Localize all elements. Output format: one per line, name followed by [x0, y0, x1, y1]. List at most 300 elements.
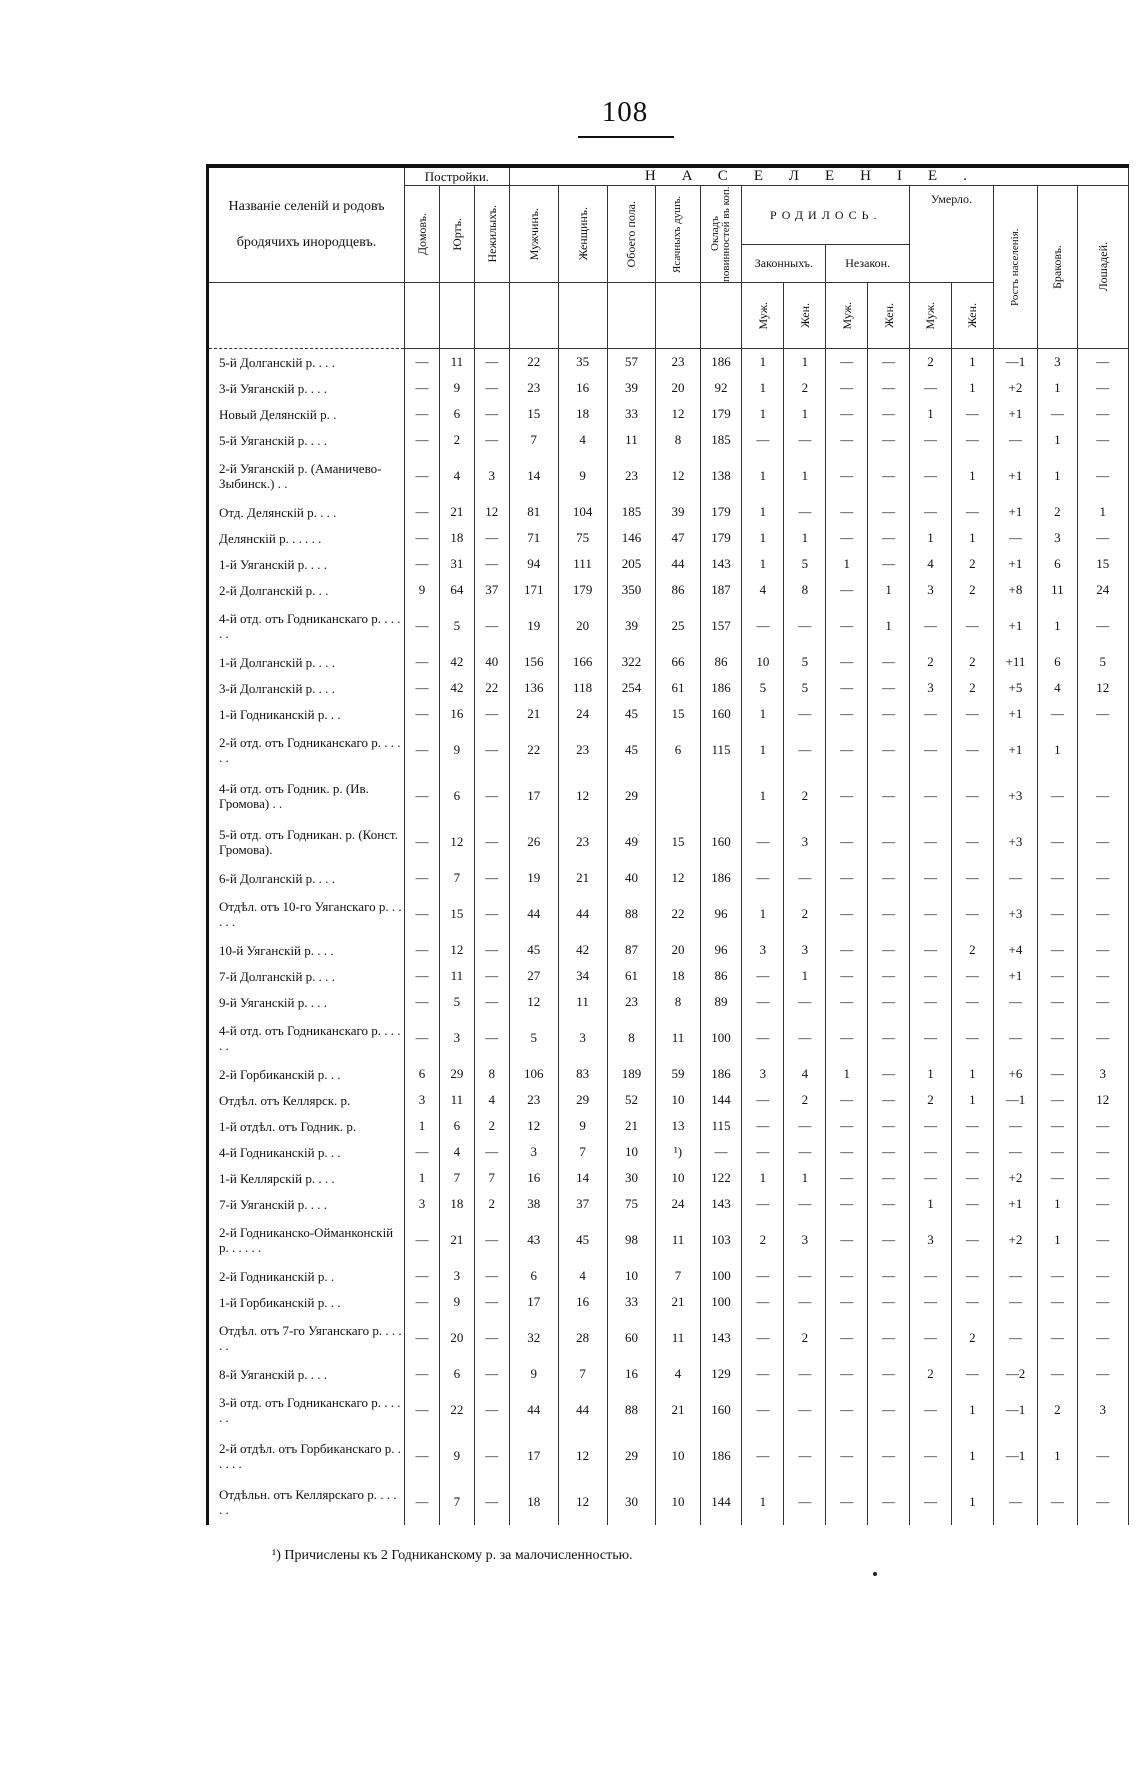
- cell-born-illegit-female: —: [868, 525, 910, 551]
- cell-born-illegit-male: —: [826, 1217, 868, 1263]
- cell-growth: —: [993, 1289, 1037, 1315]
- cell-yurts: 3: [439, 1263, 474, 1289]
- cell-born-illegit-female: —: [868, 1061, 910, 1087]
- cell-marriages: 2: [1038, 499, 1078, 525]
- cell-both: 33: [607, 1289, 656, 1315]
- census-table-frame: [206, 164, 1129, 1525]
- cell-women: 37: [558, 1191, 607, 1217]
- cell-yurts: 2: [439, 427, 474, 453]
- cell-died-female: —: [951, 1289, 993, 1315]
- ink-dot: [873, 1572, 877, 1576]
- cell-nonres: 22: [474, 675, 509, 701]
- legitimate-header: Законныхъ.: [742, 245, 826, 283]
- cell-absent: 11: [656, 1015, 700, 1061]
- cell-growth: —: [993, 989, 1037, 1015]
- cell-born-illegit-male: —: [826, 427, 868, 453]
- cell-born-illegit-female: —: [868, 649, 910, 675]
- cell-growth: +1: [993, 727, 1037, 773]
- cell-houses: —: [405, 1433, 440, 1479]
- settlement-name: 4-й отд. отъ Годниканскаго р. . . . . .: [209, 603, 405, 649]
- cell-men: 27: [509, 963, 558, 989]
- cell-died-male: —: [910, 1165, 952, 1191]
- cell-salary: 100: [700, 1263, 742, 1289]
- cell-died-female: —: [951, 701, 993, 727]
- table-row: [209, 675, 1129, 701]
- cell-absent: 20: [656, 937, 700, 963]
- cell-born-illegit-female: 1: [868, 603, 910, 649]
- cell-yurts: 7: [439, 1479, 474, 1525]
- cell-died-female: —: [951, 1113, 993, 1139]
- cell-died-female: —: [951, 819, 993, 865]
- cell-men: 16: [509, 1165, 558, 1191]
- cell-marriages: 3: [1038, 525, 1078, 551]
- cell-born-illegit-male: —: [826, 1289, 868, 1315]
- cell-salary: 144: [700, 1479, 742, 1525]
- cell-born-legit-male: 1: [742, 891, 784, 937]
- cell-growth: —: [993, 1015, 1037, 1061]
- yurts-header: Юртъ.: [439, 186, 474, 283]
- cell-died-female: 1: [951, 1087, 993, 1113]
- cell-men: 17: [509, 773, 558, 819]
- marriages-header: Браковъ.: [1038, 186, 1078, 349]
- table-row: [209, 1087, 1129, 1113]
- cell-born-illegit-male: —: [826, 819, 868, 865]
- cell-born-legit-male: 1: [742, 499, 784, 525]
- cell-men: 44: [509, 891, 558, 937]
- table-row: [209, 525, 1129, 551]
- cell-absent: 15: [656, 701, 700, 727]
- cell-born-illegit-female: —: [868, 963, 910, 989]
- cell-salary: 96: [700, 937, 742, 963]
- cell-born-legit-male: 1: [742, 375, 784, 401]
- cell-died-male: —: [910, 701, 952, 727]
- cell-born-illegit-female: —: [868, 1139, 910, 1165]
- cell-both: 39: [607, 375, 656, 401]
- cell-cut: 12: [1077, 1087, 1128, 1113]
- cell-died-male: —: [910, 773, 952, 819]
- table-row: [209, 1315, 1129, 1361]
- settlement-name: 10-й Уяганскій р. . . .: [209, 937, 405, 963]
- cell-born-illegit-male: —: [826, 525, 868, 551]
- cell-women: 11: [558, 989, 607, 1015]
- cell-born-legit-male: 10: [742, 649, 784, 675]
- cell-men: 32: [509, 1315, 558, 1361]
- cell-women: 18: [558, 401, 607, 427]
- cell-nonres: 8: [474, 1061, 509, 1087]
- settlement-name: 4-й отд. отъ Годниканскаго р. . . . . .: [209, 1015, 405, 1061]
- cell-houses: —: [405, 1361, 440, 1387]
- cell-born-illegit-male: —: [826, 1479, 868, 1525]
- cell-died-male: 2: [910, 1361, 952, 1387]
- table-row: [209, 937, 1129, 963]
- blank-sub-1: [405, 283, 440, 349]
- cell-houses: —: [405, 701, 440, 727]
- cell-salary: 143: [700, 551, 742, 577]
- cell-yurts: 21: [439, 499, 474, 525]
- cell-salary: 89: [700, 989, 742, 1015]
- cell-houses: 1: [405, 1165, 440, 1191]
- cell-salary: 115: [700, 727, 742, 773]
- cell-both: 21: [607, 1113, 656, 1139]
- cell-born-legit-male: 2: [742, 1217, 784, 1263]
- houses-header: Домовъ.: [405, 186, 440, 283]
- table-header: [209, 168, 1129, 349]
- settlement-name: 3-й Уяганскій р. . . .: [209, 375, 405, 401]
- table-row: [209, 819, 1129, 865]
- cell-salary: 160: [700, 1387, 742, 1433]
- cell-women: 20: [558, 603, 607, 649]
- cell-absent: 21: [656, 1387, 700, 1433]
- cell-both: 57: [607, 349, 656, 376]
- cell-houses: —: [405, 603, 440, 649]
- cell-absent: 25: [656, 603, 700, 649]
- cell-born-legit-female: 1: [784, 349, 826, 376]
- cell-born-legit-male: —: [742, 1315, 784, 1361]
- cell-nonres: —: [474, 427, 509, 453]
- cell-nonres: —: [474, 819, 509, 865]
- settlement-name: Отдѣл. отъ 10-го Уяганскаго р. . . . . .: [209, 891, 405, 937]
- cell-marriages: —: [1038, 937, 1078, 963]
- cell-growth: —1: [993, 1087, 1037, 1113]
- cell-born-illegit-female: —: [868, 1263, 910, 1289]
- cell-absent: 12: [656, 453, 700, 499]
- cell-houses: —: [405, 499, 440, 525]
- cell-cut: —: [1077, 937, 1128, 963]
- cell-born-legit-male: —: [742, 963, 784, 989]
- settlement-name: 2-й Годниканскій р. .: [209, 1263, 405, 1289]
- cell-both: 16: [607, 1361, 656, 1387]
- cell-yurts: 42: [439, 675, 474, 701]
- cell-both: 146: [607, 525, 656, 551]
- cell-houses: —: [405, 1139, 440, 1165]
- cell-houses: —: [405, 525, 440, 551]
- cell-both: 11: [607, 427, 656, 453]
- cell-cut: —: [1077, 1113, 1128, 1139]
- cell-died-female: 1: [951, 1061, 993, 1087]
- cell-born-illegit-female: —: [868, 499, 910, 525]
- cell-marriages: —: [1038, 1113, 1078, 1139]
- cell-growth: —: [993, 1263, 1037, 1289]
- cell-nonres: —: [474, 1289, 509, 1315]
- cell-born-legit-male: —: [742, 1191, 784, 1217]
- cell-men: 21: [509, 701, 558, 727]
- cell-born-illegit-female: —: [868, 551, 910, 577]
- cell-born-legit-female: —: [784, 1289, 826, 1315]
- cell-died-male: 1: [910, 1061, 952, 1087]
- cell-houses: —: [405, 891, 440, 937]
- cell-born-legit-male: —: [742, 427, 784, 453]
- cell-women: 9: [558, 453, 607, 499]
- cell-houses: —: [405, 819, 440, 865]
- cell-yurts: 9: [439, 727, 474, 773]
- cell-marriages: —: [1038, 1015, 1078, 1061]
- cell-houses: —: [405, 349, 440, 376]
- cell-died-male: 3: [910, 577, 952, 603]
- table-row: [209, 453, 1129, 499]
- cell-born-legit-male: 5: [742, 675, 784, 701]
- cell-nonres: —: [474, 963, 509, 989]
- cell-died-male: —: [910, 453, 952, 499]
- cell-died-male: —: [910, 1263, 952, 1289]
- cell-women: 16: [558, 1289, 607, 1315]
- cell-women: 179: [558, 577, 607, 603]
- cell-yurts: 64: [439, 577, 474, 603]
- table-row: [209, 989, 1129, 1015]
- table-row: [209, 727, 1129, 773]
- cell-born-illegit-male: —: [826, 1015, 868, 1061]
- cell-died-female: —: [951, 1217, 993, 1263]
- cell-yurts: 11: [439, 1087, 474, 1113]
- cell-marriages: —: [1038, 701, 1078, 727]
- cell-cut: —: [1077, 963, 1128, 989]
- cell-marriages: —: [1038, 1139, 1078, 1165]
- settlement-name: 9-й Уяганскій р. . . .: [209, 989, 405, 1015]
- both-sexes-header: Обоего пола.: [607, 186, 656, 283]
- cell-men: 14: [509, 453, 558, 499]
- cell-growth: —: [993, 1315, 1037, 1361]
- cell-born-illegit-female: —: [868, 1217, 910, 1263]
- cell-yurts: 29: [439, 1061, 474, 1087]
- table-row: [209, 577, 1129, 603]
- cell-salary: 185: [700, 427, 742, 453]
- cell-women: 35: [558, 349, 607, 376]
- cell-men: 106: [509, 1061, 558, 1087]
- cell-men: 23: [509, 1087, 558, 1113]
- name-spacer: [209, 283, 405, 349]
- cell-cut: 3: [1077, 1387, 1128, 1433]
- cell-men: 45: [509, 937, 558, 963]
- cell-born-illegit-male: 1: [826, 551, 868, 577]
- cell-cut: 3: [1077, 1061, 1128, 1087]
- cell-nonres: —: [474, 1015, 509, 1061]
- cell-nonres: —: [474, 1139, 509, 1165]
- cell-died-female: —: [951, 1191, 993, 1217]
- settlement-name: 3-й отд. отъ Годниканскаго р. . . . . .: [209, 1387, 405, 1433]
- table-row: [209, 349, 1129, 376]
- cell-yurts: 21: [439, 1217, 474, 1263]
- cell-growth: +2: [993, 1165, 1037, 1191]
- table-row: [209, 1289, 1129, 1315]
- cell-growth: —1: [993, 1387, 1037, 1433]
- cell-born-illegit-male: —: [826, 1139, 868, 1165]
- cell-died-male: 2: [910, 349, 952, 376]
- cell-born-legit-female: —: [784, 1387, 826, 1433]
- cell-absent: 11: [656, 1315, 700, 1361]
- cell-salary: 179: [700, 499, 742, 525]
- cell-houses: —: [405, 1015, 440, 1061]
- cell-cut: —: [1077, 1433, 1128, 1479]
- cell-nonres: —: [474, 937, 509, 963]
- cell-cut: —: [1077, 773, 1128, 819]
- cell-born-illegit-female: —: [868, 427, 910, 453]
- settlement-name: 1-й Долганскій р. . . .: [209, 649, 405, 675]
- cell-cut: —: [1077, 1361, 1128, 1387]
- cell-women: 12: [558, 773, 607, 819]
- cell-salary: 186: [700, 865, 742, 891]
- cell-salary: 157: [700, 603, 742, 649]
- settlement-name: Отдѣл. отъ 7-го Уяганскаго р. . . . . .: [209, 1315, 405, 1361]
- cell-died-male: —: [910, 1479, 952, 1525]
- cell-absent: 8: [656, 427, 700, 453]
- cell-salary: [700, 773, 742, 819]
- cell-marriages: 1: [1038, 727, 1078, 773]
- cell-nonres: 2: [474, 1191, 509, 1217]
- cell-yurts: 20: [439, 1315, 474, 1361]
- cell-died-female: —: [951, 1165, 993, 1191]
- cell-men: 12: [509, 989, 558, 1015]
- cell-men: 44: [509, 1387, 558, 1433]
- cell-both: 98: [607, 1217, 656, 1263]
- cell-died-male: 1: [910, 525, 952, 551]
- cell-born-legit-male: —: [742, 865, 784, 891]
- cell-houses: —: [405, 1315, 440, 1361]
- died-female-header: Жен.: [951, 283, 993, 349]
- cell-women: 28: [558, 1315, 607, 1361]
- cell-died-male: —: [910, 427, 952, 453]
- cell-houses: —: [405, 773, 440, 819]
- cell-houses: —: [405, 427, 440, 453]
- cell-houses: —: [405, 675, 440, 701]
- cell-yurts: 18: [439, 525, 474, 551]
- cell-cut: —: [1077, 1289, 1128, 1315]
- cell-died-male: —: [910, 1015, 952, 1061]
- cell-growth: —: [993, 427, 1037, 453]
- cell-absent: 24: [656, 1191, 700, 1217]
- cell-salary: —: [700, 1139, 742, 1165]
- cell-salary: 138: [700, 453, 742, 499]
- cell-growth: —: [993, 1113, 1037, 1139]
- cell-women: 166: [558, 649, 607, 675]
- cell-born-legit-female: 3: [784, 819, 826, 865]
- cell-died-male: —: [910, 1315, 952, 1361]
- cell-growth: —: [993, 1139, 1037, 1165]
- cell-born-illegit-male: —: [826, 773, 868, 819]
- cell-men: 156: [509, 649, 558, 675]
- cell-cut: —: [1077, 1191, 1128, 1217]
- cell-nonres: —: [474, 701, 509, 727]
- cell-absent: 18: [656, 963, 700, 989]
- cell-salary: 143: [700, 1315, 742, 1361]
- cell-absent: 8: [656, 989, 700, 1015]
- cell-absent: 23: [656, 349, 700, 376]
- table-row: [209, 1263, 1129, 1289]
- illegitimate-header: Незакон.: [826, 245, 910, 283]
- cell-died-female: 1: [951, 525, 993, 551]
- cell-born-illegit-female: —: [868, 1113, 910, 1139]
- cell-born-illegit-male: —: [826, 701, 868, 727]
- cell-nonres: —: [474, 1433, 509, 1479]
- settlement-name: 2-й отдѣл. отъ Горбиканскаго р. . . . . .: [209, 1433, 405, 1479]
- cell-salary: 179: [700, 401, 742, 427]
- cell-houses: 9: [405, 577, 440, 603]
- blank-sub-6: [607, 283, 656, 349]
- cell-died-male: 1: [910, 401, 952, 427]
- cell-died-female: 1: [951, 1433, 993, 1479]
- cell-both: 52: [607, 1087, 656, 1113]
- cell-nonres: —: [474, 525, 509, 551]
- table-row: [209, 1015, 1129, 1061]
- cell-cut: —: [1077, 891, 1128, 937]
- cell-nonres: —: [474, 1387, 509, 1433]
- cell-born-illegit-female: —: [868, 773, 910, 819]
- cell-born-illegit-male: —: [826, 675, 868, 701]
- cell-born-legit-female: 2: [784, 773, 826, 819]
- cell-women: 3: [558, 1015, 607, 1061]
- name-column-header: Названіе селеній и родовъ бродячихъ инородцевъ.: [209, 168, 405, 283]
- cell-growth: +3: [993, 819, 1037, 865]
- cell-women: 4: [558, 1263, 607, 1289]
- cell-born-illegit-male: —: [826, 1113, 868, 1139]
- cell-women: 118: [558, 675, 607, 701]
- settlement-name: 1-й Горбиканскій р. . .: [209, 1289, 405, 1315]
- cell-yurts: 11: [439, 963, 474, 989]
- cell-died-male: 4: [910, 551, 952, 577]
- cell-women: 16: [558, 375, 607, 401]
- cell-both: 322: [607, 649, 656, 675]
- cell-marriages: 1: [1038, 375, 1078, 401]
- cell-both: 88: [607, 891, 656, 937]
- cell-born-legit-male: —: [742, 1289, 784, 1315]
- cell-both: 30: [607, 1479, 656, 1525]
- settlement-name: Отд. Делянскій р. . . .: [209, 499, 405, 525]
- cell-died-female: 1: [951, 375, 993, 401]
- cell-salary: 143: [700, 1191, 742, 1217]
- cell-marriages: —: [1038, 1361, 1078, 1387]
- cell-absent: 10: [656, 1433, 700, 1479]
- settlement-name: 3-й Долганскій р. . . .: [209, 675, 405, 701]
- cell-marriages: —: [1038, 1165, 1078, 1191]
- cell-born-illegit-male: —: [826, 349, 868, 376]
- cell-nonres: —: [474, 891, 509, 937]
- cell-born-illegit-female: —: [868, 453, 910, 499]
- cell-houses: 3: [405, 1191, 440, 1217]
- cell-women: 45: [558, 1217, 607, 1263]
- cell-cut: —: [1077, 401, 1128, 427]
- cell-marriages: 2: [1038, 1387, 1078, 1433]
- cell-marriages: 1: [1038, 1191, 1078, 1217]
- table-row: [209, 1387, 1129, 1433]
- cell-born-legit-female: —: [784, 1015, 826, 1061]
- cell-born-illegit-female: —: [868, 701, 910, 727]
- cell-salary: 160: [700, 701, 742, 727]
- cell-women: 104: [558, 499, 607, 525]
- cell-both: 40: [607, 865, 656, 891]
- cell-born-legit-female: 5: [784, 675, 826, 701]
- cell-died-male: 1: [910, 1191, 952, 1217]
- settlement-name: Отдѣльн. отъ Келлярскаго р. . . . . .: [209, 1479, 405, 1525]
- nonres-header: Нежилыхъ.: [474, 186, 509, 283]
- cell-houses: —: [405, 865, 440, 891]
- cell-houses: —: [405, 1387, 440, 1433]
- cell-houses: 3: [405, 1087, 440, 1113]
- cell-born-illegit-female: 1: [868, 577, 910, 603]
- cell-died-male: 2: [910, 1087, 952, 1113]
- cell-marriages: 1: [1038, 1433, 1078, 1479]
- cell-died-female: —: [951, 963, 993, 989]
- cell-men: 71: [509, 525, 558, 551]
- cell-born-legit-female: 1: [784, 1165, 826, 1191]
- cell-salary: 100: [700, 1015, 742, 1061]
- cell-women: 4: [558, 427, 607, 453]
- cell-marriages: —: [1038, 1315, 1078, 1361]
- cell-died-male: —: [910, 865, 952, 891]
- cell-absent: 11: [656, 1217, 700, 1263]
- cell-born-illegit-female: —: [868, 401, 910, 427]
- cell-yurts: 18: [439, 1191, 474, 1217]
- settlement-name: 1-й Годниканскій р. . .: [209, 701, 405, 727]
- cell-born-legit-male: 4: [742, 577, 784, 603]
- table-row: [209, 701, 1129, 727]
